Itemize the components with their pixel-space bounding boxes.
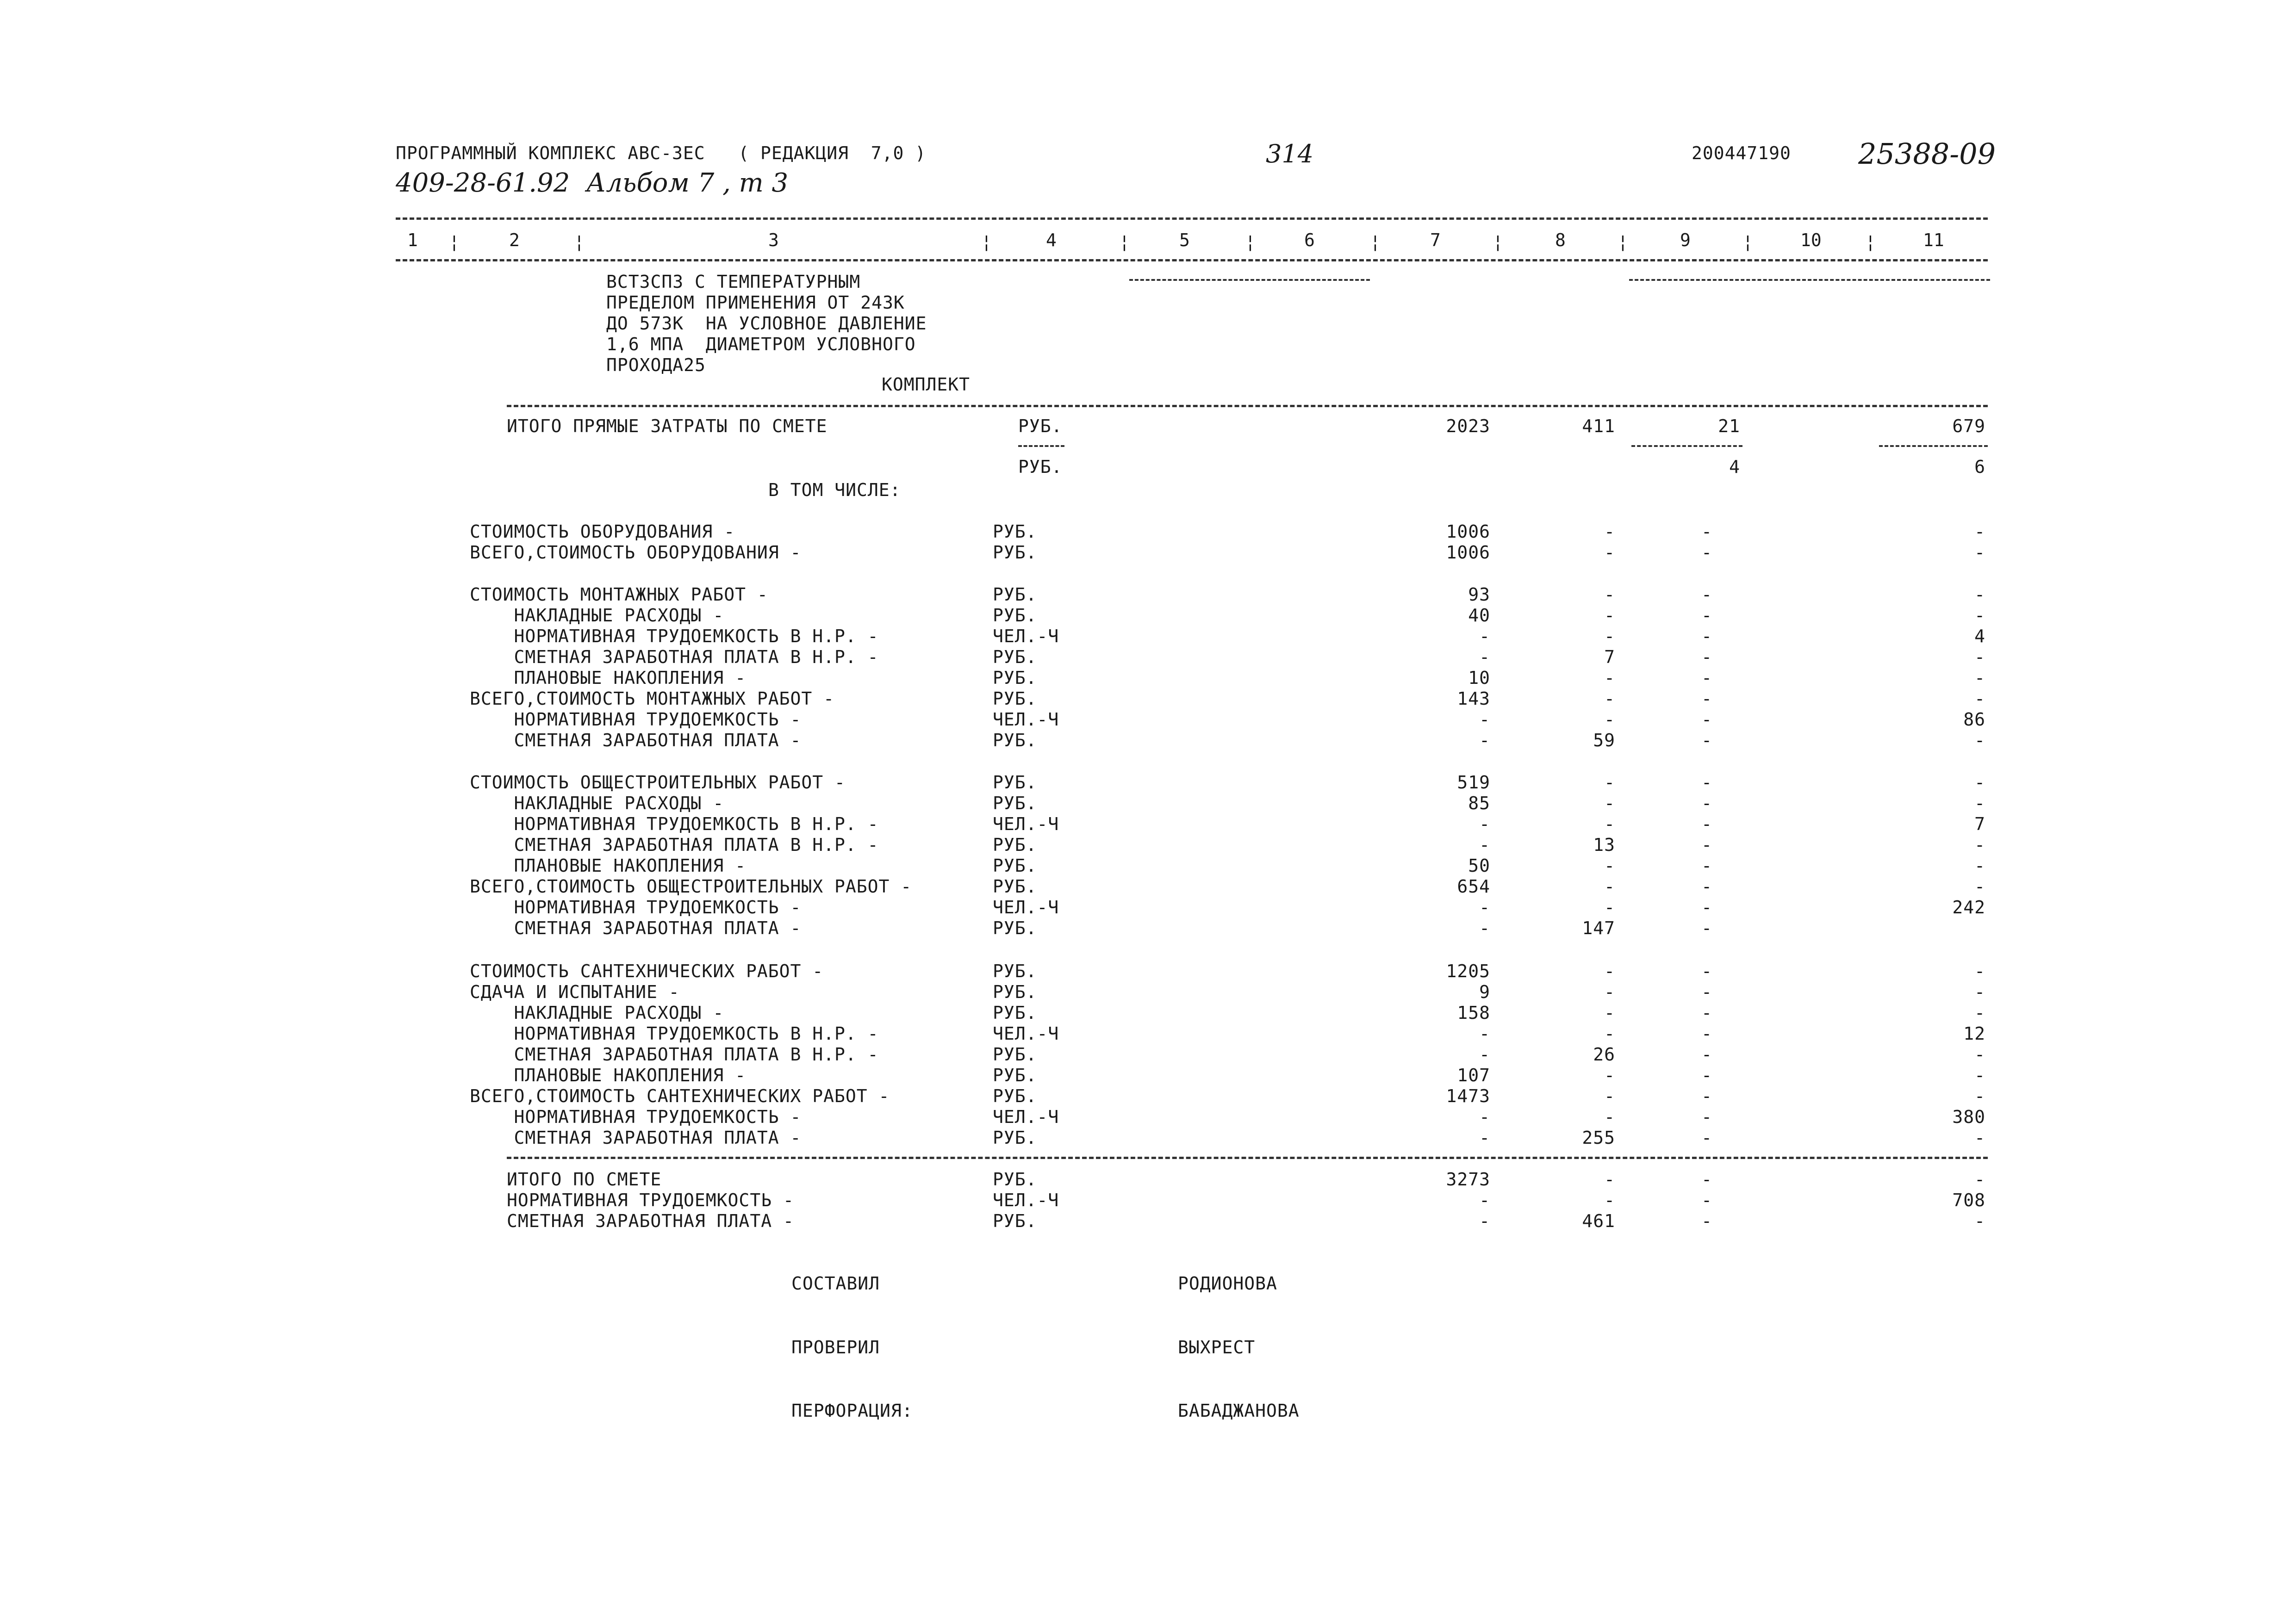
col-sep: ¦: [1370, 232, 1381, 252]
row-c11: -: [1974, 542, 1985, 563]
row-c11: -: [1974, 605, 1985, 626]
row-c7: 1473: [1446, 1086, 1490, 1106]
row-c9: -: [1701, 897, 1712, 918]
header-rule-top: [396, 217, 1988, 220]
item-dash-9-11: [1629, 279, 1990, 281]
row-c9: -: [1701, 814, 1712, 834]
grand-c11: -: [1974, 1211, 1985, 1231]
row-c9: -: [1701, 1023, 1712, 1044]
row-c7: 10: [1468, 668, 1490, 688]
item-line-2: ПРЕДЕЛОМ ПРИМЕНЕНИЯ ОТ 243К: [606, 292, 905, 313]
row-label: ВСЕГО,СТОИМОСТЬ САНТЕХНИЧЕСКИХ РАБОТ -: [470, 1086, 890, 1106]
col-header-11: 11: [1923, 230, 1944, 250]
row-c7: 143: [1457, 688, 1490, 709]
grand-c11: -: [1974, 1169, 1985, 1190]
col-header-7: 7: [1430, 230, 1441, 250]
row-unit: ЧЕЛ.-Ч: [993, 626, 1059, 646]
row-label: НАКЛАДНЫЕ РАСХОДЫ -: [470, 1003, 724, 1023]
row-c8: -: [1604, 668, 1615, 688]
row-c7: 1006: [1446, 542, 1490, 563]
row-c8: 26: [1593, 1044, 1615, 1065]
row-c11: -: [1974, 982, 1985, 1002]
row-c8: -: [1604, 1003, 1615, 1023]
row-unit: РУБ.: [993, 668, 1037, 688]
row-c9: -: [1701, 521, 1712, 542]
row-c7: -: [1479, 647, 1490, 667]
totals-direct-unit1: РУБ.: [1018, 416, 1063, 436]
row-c8: -: [1604, 876, 1615, 897]
row-label: СМЕТНАЯ ЗАРАБОТНАЯ ПЛАТА В Н.Р. -: [470, 647, 879, 667]
row-c9: -: [1701, 835, 1712, 855]
row-label: НАКЛАДНЫЕ РАСХОДЫ -: [470, 605, 724, 626]
item-line-5: ПРОХОДА25: [606, 355, 706, 375]
row-c7: 85: [1468, 793, 1490, 813]
row-c7: -: [1479, 626, 1490, 646]
row-c7: -: [1479, 709, 1490, 730]
row-c11: -: [1974, 793, 1985, 813]
row-c9: -: [1701, 688, 1712, 709]
row-c11: 380: [1952, 1107, 1985, 1127]
row-label: ПЛАНОВЫЕ НАКОПЛЕНИЯ -: [470, 856, 746, 876]
item-line-4: 1,6 МПА ДИАМЕТРОМ УСЛОВНОГО: [606, 334, 916, 354]
col-header-5: 5: [1179, 230, 1190, 250]
row-c11: -: [1974, 856, 1985, 876]
grand-c7: 3273: [1446, 1169, 1490, 1190]
row-c9: -: [1701, 961, 1712, 981]
row-unit: РУБ.: [993, 1086, 1037, 1106]
row-unit: ЧЕЛ.-Ч: [993, 709, 1059, 730]
row-c9: -: [1701, 918, 1712, 938]
row-c8: -: [1604, 584, 1615, 605]
grand-c7: -: [1479, 1211, 1490, 1231]
row-label: НОРМАТИВНАЯ ТРУДОЕМКОСТЬ -: [470, 709, 802, 730]
col-sep: ¦: [1742, 232, 1753, 252]
row-c11: -: [1974, 1128, 1985, 1148]
row-c9: -: [1701, 542, 1712, 563]
row-c8: -: [1604, 982, 1615, 1002]
signature-name-1: РОДИОНОВА: [1178, 1273, 1277, 1294]
col-header-1: 1: [407, 230, 418, 250]
row-c11: -: [1974, 1065, 1985, 1085]
row-c9: -: [1701, 605, 1712, 626]
row-unit: РУБ.: [993, 542, 1037, 563]
row-c7: 107: [1457, 1065, 1490, 1085]
row-label: СМЕТНАЯ ЗАРАБОТНАЯ ПЛАТА -: [470, 1128, 802, 1148]
row-c11: -: [1974, 1086, 1985, 1106]
row-c8: -: [1604, 1023, 1615, 1044]
row-c9: -: [1701, 709, 1712, 730]
doc-code: 200447190: [1692, 143, 1791, 163]
row-c9: -: [1701, 793, 1712, 813]
row-label: НОРМАТИВНАЯ ТРУДОЕМКОСТЬ -: [470, 1107, 802, 1127]
row-label: ВСЕГО,СТОИМОСТЬ ОБЩЕСТРОИТЕЛЬНЫХ РАБОТ -: [470, 876, 912, 897]
row-label: СТОИМОСТЬ САНТЕХНИЧЕСКИХ РАБОТ -: [470, 961, 824, 981]
row-c9: -: [1701, 1003, 1712, 1023]
row-c8: -: [1604, 626, 1615, 646]
row-c8: -: [1604, 772, 1615, 793]
row-c11: 7: [1974, 814, 1985, 834]
row-c7: -: [1479, 1107, 1490, 1127]
grand-label: НОРМАТИВНАЯ ТРУДОЕМКОСТЬ -: [507, 1190, 794, 1210]
row-c9: -: [1701, 626, 1712, 646]
totals-direct-c8: 411: [1582, 416, 1615, 436]
row-c7: 158: [1457, 1003, 1490, 1023]
section-rule-1: [507, 405, 1988, 407]
grand-c7: -: [1479, 1190, 1490, 1210]
row-c8: -: [1604, 897, 1615, 918]
row-c7: 519: [1457, 772, 1490, 793]
row-c9: -: [1701, 668, 1712, 688]
row-c8: 59: [1593, 730, 1615, 750]
row-unit: РУБ.: [993, 835, 1037, 855]
row-c9: -: [1701, 856, 1712, 876]
col-header-8: 8: [1555, 230, 1566, 250]
row-unit: РУБ.: [993, 856, 1037, 876]
row-c7: 654: [1457, 876, 1490, 897]
row-c8: -: [1604, 709, 1615, 730]
row-c7: 40: [1468, 605, 1490, 626]
row-c11: -: [1974, 584, 1985, 605]
totals-direct-c11a: 679: [1952, 416, 1985, 436]
page-number: 314: [1266, 139, 1314, 168]
grand-c8: -: [1604, 1169, 1615, 1190]
totals-direct-c9b: 4: [1729, 457, 1740, 477]
row-label: СТОИМОСТЬ ОБОРУДОВАНИЯ -: [470, 521, 735, 542]
grand-c11: 708: [1952, 1190, 1985, 1210]
row-label: НОРМАТИВНАЯ ТРУДОЕМКОСТЬ -: [470, 897, 802, 918]
signature-role-2: ПРОВЕРИЛ: [791, 1337, 880, 1358]
row-label: НОРМАТИВНАЯ ТРУДОЕМКОСТЬ В Н.Р. -: [470, 626, 879, 646]
col-sep: ¦: [574, 232, 585, 252]
row-c8: -: [1604, 1107, 1615, 1127]
row-unit: РУБ.: [993, 1128, 1037, 1148]
signature-role-1: СОСТАВИЛ: [791, 1273, 880, 1294]
row-label: ПЛАНОВЫЕ НАКОПЛЕНИЯ -: [470, 668, 746, 688]
row-unit: РУБ.: [993, 521, 1037, 542]
row-c8: 255: [1582, 1128, 1615, 1148]
row-label: СМЕТНАЯ ЗАРАБОТНАЯ ПЛАТА В Н.Р. -: [470, 835, 879, 855]
totals-direct-label: ИТОГО ПРЯМЫЕ ЗАТРАТЫ ПО СМЕТЕ: [507, 416, 828, 436]
grand-unit: ЧЕЛ.-Ч: [993, 1190, 1059, 1210]
col-sep: ¦: [1618, 232, 1628, 252]
col-header-4: 4: [1046, 230, 1057, 250]
row-c8: 7: [1604, 647, 1615, 667]
row-c8: 13: [1593, 835, 1615, 855]
row-c8: -: [1604, 1086, 1615, 1106]
row-c9: -: [1701, 876, 1712, 897]
grand-c9: -: [1701, 1211, 1712, 1231]
row-unit: ЧЕЛ.-Ч: [993, 1023, 1059, 1044]
row-c7: -: [1479, 918, 1490, 938]
row-unit: ЧЕЛ.-Ч: [993, 814, 1059, 834]
grand-c9: -: [1701, 1169, 1712, 1190]
row-c11: -: [1974, 730, 1985, 750]
col-sep: ¦: [1865, 232, 1876, 252]
totals-unit-underline: [1018, 445, 1064, 447]
row-c9: -: [1701, 1086, 1712, 1106]
handwritten-code: 25388-09: [1858, 137, 1996, 171]
row-c7: -: [1479, 1023, 1490, 1044]
row-unit: РУБ.: [993, 688, 1037, 709]
grand-label: СМЕТНАЯ ЗАРАБОТНАЯ ПЛАТА -: [507, 1211, 794, 1231]
row-c9: -: [1701, 982, 1712, 1002]
item-line-3: ДО 573К НА УСЛОВНОЕ ДАВЛЕНИЕ: [606, 313, 927, 334]
totals-c11-underline: [1879, 445, 1988, 447]
row-c7: 93: [1468, 584, 1490, 605]
totals-direct-c7: 2023: [1446, 416, 1490, 436]
row-c7: -: [1479, 730, 1490, 750]
row-label: ВСЕГО,СТОИМОСТЬ ОБОРУДОВАНИЯ -: [470, 542, 802, 563]
row-unit: РУБ.: [993, 1044, 1037, 1065]
row-label: НАКЛАДНЫЕ РАСХОДЫ -: [470, 793, 724, 813]
row-c9: -: [1701, 1044, 1712, 1065]
row-c7: 50: [1468, 856, 1490, 876]
row-unit: РУБ.: [993, 605, 1037, 626]
row-c8: -: [1604, 521, 1615, 542]
row-c8: -: [1604, 542, 1615, 563]
row-c7: -: [1479, 814, 1490, 834]
row-c7: -: [1479, 1044, 1490, 1065]
col-header-6: 6: [1304, 230, 1315, 250]
row-label: СМЕТНАЯ ЗАРАБОТНАЯ ПЛАТА В Н.Р. -: [470, 1044, 879, 1065]
row-c11: -: [1974, 1003, 1985, 1023]
totals-c9-underline: [1631, 445, 1742, 447]
row-unit: РУБ.: [993, 793, 1037, 813]
grand-c8: 461: [1582, 1211, 1615, 1231]
row-c11: 86: [1963, 709, 1985, 730]
row-c8: -: [1604, 814, 1615, 834]
signature-name-2: ВЫХРЕСТ: [1178, 1337, 1256, 1358]
section-rule-2: [507, 1157, 1988, 1159]
row-c8: -: [1604, 688, 1615, 709]
row-unit: РУБ.: [993, 961, 1037, 981]
row-unit: РУБ.: [993, 730, 1037, 750]
row-unit: ЧЕЛ.-Ч: [993, 897, 1059, 918]
row-unit: РУБ.: [993, 982, 1037, 1002]
row-c8: -: [1604, 793, 1615, 813]
grand-c8: -: [1604, 1190, 1615, 1210]
row-c9: -: [1701, 1107, 1712, 1127]
totals-direct-unit2: РУБ.: [1018, 457, 1063, 477]
totals-direct-c11b: 6: [1974, 457, 1985, 477]
item-dash-5-6: [1129, 279, 1370, 281]
row-c7: 9: [1479, 982, 1490, 1002]
row-label: СМЕТНАЯ ЗАРАБОТНАЯ ПЛАТА -: [470, 918, 802, 938]
col-sep: ¦: [449, 232, 460, 252]
row-unit: РУБ.: [993, 584, 1037, 605]
row-c8: -: [1604, 605, 1615, 626]
row-label: ВСЕГО,СТОИМОСТЬ МОНТАЖНЫХ РАБОТ -: [470, 688, 834, 709]
col-header-2: 2: [509, 230, 520, 250]
row-c8: 147: [1582, 918, 1615, 938]
item-line-1: ВСТЗСПЗ С ТЕМПЕРАТУРНЫМ: [606, 272, 861, 292]
col-sep: ¦: [981, 232, 992, 252]
col-sep: ¦: [1493, 232, 1503, 252]
signature-name-3: БАБАДЖАНОВА: [1178, 1401, 1300, 1421]
row-c7: -: [1479, 835, 1490, 855]
row-c11: 4: [1974, 626, 1985, 646]
row-c11: -: [1974, 668, 1985, 688]
row-c11: -: [1974, 521, 1985, 542]
row-label: СТОИМОСТЬ МОНТАЖНЫХ РАБОТ -: [470, 584, 768, 605]
row-c11: 12: [1963, 1023, 1985, 1044]
row-unit: РУБ.: [993, 647, 1037, 667]
row-c7: -: [1479, 1128, 1490, 1148]
row-c9: -: [1701, 730, 1712, 750]
grand-unit: РУБ.: [993, 1169, 1037, 1190]
row-unit: РУБ.: [993, 876, 1037, 897]
row-c7: 1006: [1446, 521, 1490, 542]
header-rule-bottom: [396, 259, 1988, 261]
row-c9: -: [1701, 584, 1712, 605]
item-unit: КОМПЛЕКТ: [882, 374, 971, 395]
row-unit: ЧЕЛ.-Ч: [993, 1107, 1059, 1127]
row-label: СДАЧА И ИСПЫТАНИЕ -: [470, 982, 680, 1002]
row-c9: -: [1701, 1065, 1712, 1085]
row-unit: РУБ.: [993, 1065, 1037, 1085]
row-c7: 1205: [1446, 961, 1490, 981]
row-c11: -: [1974, 647, 1985, 667]
row-label: НОРМАТИВНАЯ ТРУДОЕМКОСТЬ В Н.Р. -: [470, 814, 879, 834]
row-label: ПЛАНОВЫЕ НАКОПЛЕНИЯ -: [470, 1065, 746, 1085]
row-c8: -: [1604, 961, 1615, 981]
row-label: СМЕТНАЯ ЗАРАБОТНАЯ ПЛАТА -: [470, 730, 802, 750]
row-unit: РУБ.: [993, 918, 1037, 938]
col-header-10: 10: [1800, 230, 1822, 250]
grand-c9: -: [1701, 1190, 1712, 1210]
totals-direct-c9a: 21: [1718, 416, 1740, 436]
signature-role-3: ПЕРФОРАЦИЯ:: [791, 1401, 913, 1421]
row-c9: -: [1701, 772, 1712, 793]
row-c8: -: [1604, 1065, 1615, 1085]
row-c11: 242: [1952, 897, 1985, 918]
program-title: ПРОГРАММНЫЙ КОМПЛЕКС АВС-3ЕС ( РЕДАКЦИЯ 7,0 ): [396, 143, 927, 163]
col-header-9: 9: [1680, 230, 1691, 250]
col-header-3: 3: [768, 230, 779, 250]
row-label: НОРМАТИВНАЯ ТРУДОЕМКОСТЬ В Н.Р. -: [470, 1023, 879, 1044]
grand-label: ИТОГО ПО СМЕТЕ: [507, 1169, 662, 1190]
row-c9: -: [1701, 1128, 1712, 1148]
row-c11: -: [1974, 835, 1985, 855]
grand-unit: РУБ.: [993, 1211, 1037, 1231]
row-unit: РУБ.: [993, 1003, 1037, 1023]
album-line: 409-28-61.92 Альбом 7 , т 3: [396, 168, 789, 198]
row-c7: -: [1479, 897, 1490, 918]
row-label: СТОИМОСТЬ ОБЩЕСТРОИТЕЛЬНЫХ РАБОТ -: [470, 772, 846, 793]
col-sep: ¦: [1119, 232, 1130, 252]
col-sep: ¦: [1245, 232, 1256, 252]
in-that-number: В ТОМ ЧИСЛЕ:: [768, 480, 901, 500]
row-c11: -: [1974, 876, 1985, 897]
row-c9: -: [1701, 647, 1712, 667]
row-c11: -: [1974, 688, 1985, 709]
row-c11: -: [1974, 1044, 1985, 1065]
row-c11: -: [1974, 961, 1985, 981]
row-c11: -: [1974, 772, 1985, 793]
row-c8: -: [1604, 856, 1615, 876]
row-unit: РУБ.: [993, 772, 1037, 793]
